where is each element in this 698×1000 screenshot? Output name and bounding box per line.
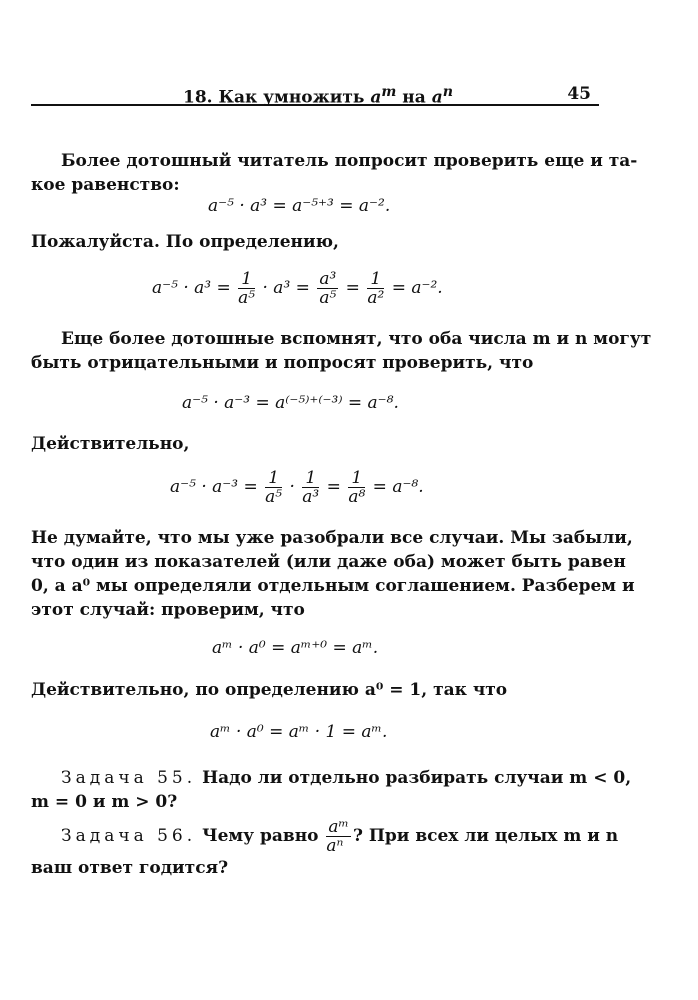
paragraph-4: Действительно,: [31, 434, 190, 454]
equation-6: aᵐ · a⁰ = aᵐ · 1 = aᵐ.: [210, 722, 388, 742]
fraction: $\frac{1}{\text{a²}}$: [367, 269, 385, 308]
paragraph-2: Пожалуйста. По определению,: [31, 232, 339, 252]
section-title: 18. Как умножить $a^m$ на $a^n$: [183, 84, 453, 108]
paragraph-6: Действительно, по определению a⁰ = 1, так что: [31, 680, 508, 700]
equation-4: a⁻⁵ · a⁻³ = $\frac{1}{\text{a⁵}}$ · $\frac{1}{\text{a³}}$ = $\frac{1}{\text{a⁸}}$ = a⁻⁸.: [170, 468, 424, 507]
task-55: Задача 55. Надо ли отдельно разбирать случаи m < 0, m = 0 и m > 0?: [31, 768, 632, 812]
fraction: $\frac{\text{aᵐ}}{\text{aⁿ}}$: [326, 817, 349, 856]
page-number: 45: [567, 84, 591, 104]
paragraph-3: Еще более дотошные вспомнят, что оба числа m и n могут быть отрицательными и попросят проверить, что: [31, 329, 652, 373]
equation-2: a⁻⁵ · a³ = $\frac{1}{\text{a⁵}}$ · a³ = $\frac{\text{a³}}{\text{a⁵}}$ = $\frac{1}{\text{a²}}$ = a⁻².: [152, 269, 443, 308]
task-label: Задача 56.: [61, 826, 197, 846]
paragraph-5: Не думайте, что мы уже разобрали все случаи. Мы забыли, что один из показателей (или даже оба) может быть равен 0, а a⁰ мы определяли отдельным соглашением. Разберем и этот случай: проверим, что: [31, 528, 635, 620]
fraction: $\frac{1}{\text{a³}}$: [302, 468, 320, 507]
fraction: $\frac{1}{\text{a⁸}}$: [348, 468, 366, 507]
paragraph-1: Более дотошный читатель попросит проверить еще и та- кое равенство:: [31, 151, 638, 195]
task-56: Задача 56. Чему равно $\frac{\text{aᵐ}}{\text{aⁿ}}$ ? При всех ли целых m и n ваш ответ годится?: [31, 817, 619, 878]
fraction: $\frac{1}{\text{a⁵}}$: [238, 269, 256, 308]
fraction: $\frac{\text{a³}}{\text{a⁵}}$: [319, 269, 337, 308]
equation-3: a⁻⁵ · a⁻³ = a⁽⁻⁵⁾⁺⁽⁻³⁾ = a⁻⁸.: [182, 393, 399, 413]
task-label: Задача 55.: [61, 768, 197, 788]
running-header: [31, 84, 599, 106]
fraction: $\frac{1}{\text{a⁵}}$: [265, 468, 283, 507]
equation-1: a⁻⁵ · a³ = a⁻⁵⁺³ = a⁻².: [208, 196, 391, 216]
equation-5: aᵐ · a⁰ = aᵐ⁺⁰ = aᵐ.: [212, 638, 379, 658]
